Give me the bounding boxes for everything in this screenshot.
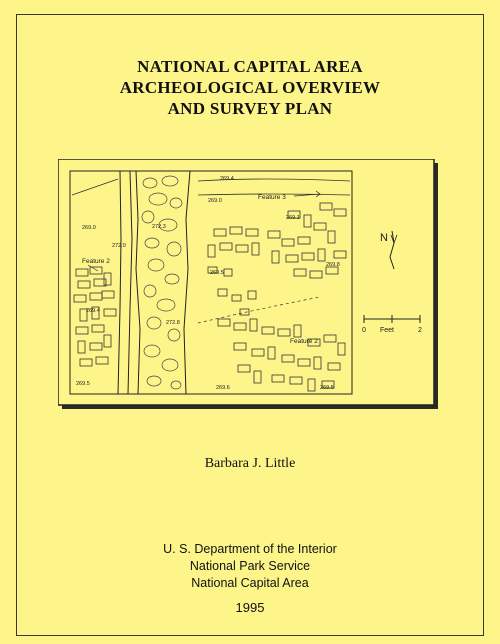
author-name: Barbara J. Little xyxy=(204,456,296,471)
elevation-label: 272.3 xyxy=(152,224,166,230)
publication-year: 1995 xyxy=(235,600,265,615)
elevation-label: 269.8 xyxy=(326,262,340,268)
report-title xyxy=(30,56,470,119)
publisher-line-2: National Park Service xyxy=(189,559,311,573)
elevation-label: 269.4 xyxy=(220,176,234,182)
publisher-line-3: National Capital Area xyxy=(191,576,309,590)
elevation-label: 269.0 xyxy=(82,225,96,231)
elevation-label: 269.4 xyxy=(86,308,100,314)
scale-unit: Feet xyxy=(380,327,395,334)
feature-2-label-left: Feature 2 xyxy=(82,258,110,265)
scale-end: 2 xyxy=(418,327,422,334)
publisher-line-1: U. S. Department of the Interior xyxy=(163,542,337,556)
elevation-label: 269.5 xyxy=(76,381,90,387)
elevation-label: 269.1 xyxy=(286,215,300,221)
elevation-label: 269.5 xyxy=(210,270,224,276)
publisher-block xyxy=(0,541,500,592)
elevation-label: 269.6 xyxy=(216,385,230,391)
scale-start: 0 xyxy=(362,327,366,334)
title-line-3: AND SURVEY PLAN xyxy=(167,99,333,118)
elevation-label: 272.8 xyxy=(166,320,180,326)
site-map-figure xyxy=(58,159,438,409)
elevation-label: 272.0 xyxy=(112,243,126,249)
elevation-label: 269.5 xyxy=(320,385,334,391)
title-line-1: NATIONAL CAPITAL AREA xyxy=(137,57,363,76)
elevation-label: 269.0 xyxy=(208,198,222,204)
feature-2-label-right: Feature 2 xyxy=(290,338,318,345)
north-label: N xyxy=(380,232,388,244)
feature-3-label: Feature 3 xyxy=(258,194,286,201)
title-line-2: ARCHEOLOGICAL OVERVIEW xyxy=(119,78,381,97)
